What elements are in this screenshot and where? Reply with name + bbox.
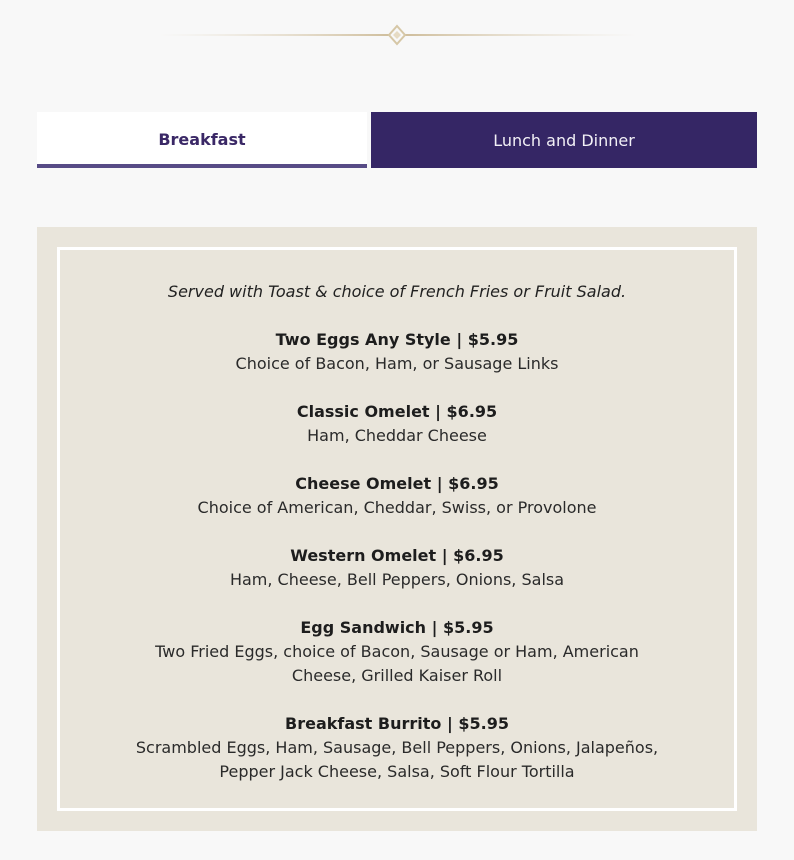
- menu-item-description: Scrambled Eggs, Ham, Sausage, Bell Peppers, Onions, Jalapeños, Pepper Jack Cheese, Salsa, Soft Flour Tortilla: [135, 738, 659, 781]
- menu-frame: [57, 247, 737, 811]
- menu-item-title: Egg Sandwich | $5.95: [300, 618, 494, 637]
- tab-breakfast[interactable]: [37, 112, 367, 168]
- menu-item-description: Ham, Cheddar Cheese: [307, 426, 487, 445]
- menu-item-title: Classic Omelet | $6.95: [296, 402, 498, 421]
- menu-item-title: Western Omelet | $6.95: [290, 546, 504, 565]
- menu-intro: Served with Toast & choice of French Fries or Fruit Salad.: [167, 282, 627, 301]
- menu-item: [60, 328, 734, 376]
- diamond-ornament-icon: [389, 26, 405, 44]
- tab-lunch-and-dinner-label: Lunch and Dinner: [493, 130, 635, 150]
- menu-item-description: Choice of American, Cheddar, Swiss, or Provolone: [197, 498, 597, 517]
- breakfast-menu-panel: [37, 227, 757, 831]
- menu-item: [60, 400, 734, 448]
- menu-item: [60, 472, 734, 520]
- ornamental-divider: [0, 0, 794, 70]
- menu-item-title: Two Eggs Any Style | $5.95: [275, 330, 519, 349]
- menu-item-description: Two Fried Eggs, choice of Bacon, Sausage or Ham, American Cheese, Grilled Kaiser Roll: [155, 642, 639, 685]
- tab-breakfast-label: Breakfast: [158, 129, 246, 149]
- menu-item-description: Ham, Cheese, Bell Peppers, Onions, Salsa: [229, 570, 565, 589]
- menu-item-title: Breakfast Burrito | $5.95: [285, 714, 509, 733]
- menu-item-description: Choice of Bacon, Ham, or Sausage Links: [235, 354, 559, 373]
- menu-item: [60, 544, 734, 592]
- tab-lunch-and-dinner[interactable]: [371, 112, 757, 168]
- menu-item-title: Cheese Omelet | $6.95: [295, 474, 499, 493]
- menu-tabs: [37, 112, 757, 168]
- menu-item: [60, 712, 734, 784]
- menu-item: [60, 616, 734, 688]
